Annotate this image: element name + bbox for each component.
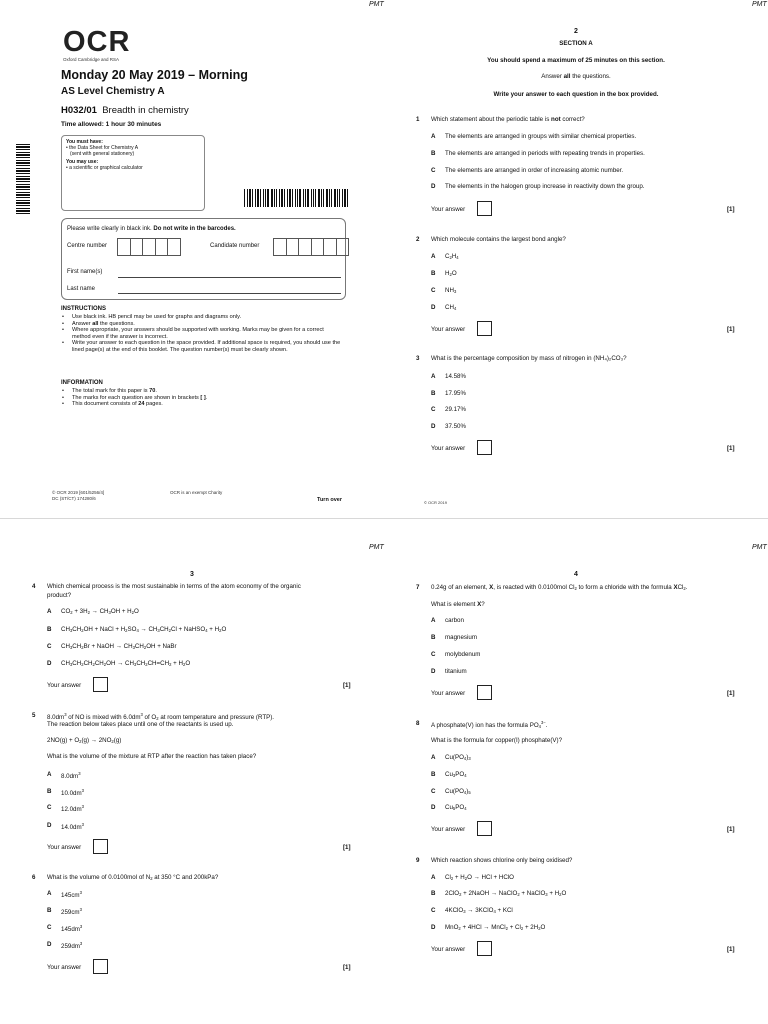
option-text: $CO_2 + 3H_2 \to CH_3OH + H_2O$ (61, 608, 139, 615)
option-letter: C (431, 287, 436, 294)
last-name-label: Last name (67, 286, 96, 292)
option-text: $CH_3CH_2Br$ + NaOH → $CH_3CH_2OH$ + NaBr (61, 643, 177, 650)
option-letter: D (431, 304, 436, 311)
option-letter: B (47, 626, 52, 633)
option-letter: B (431, 890, 436, 897)
option-text: The elements are arranged in order of increasing atomic number. (445, 167, 624, 174)
option-letter: B (431, 150, 436, 157)
pmt-header: PMT (369, 544, 384, 551)
answer-box[interactable] (477, 821, 492, 836)
information-heading: INFORMATION (61, 380, 103, 386)
question-text: What is the volume of the mixture at RTP after the reaction has taken place? (47, 753, 257, 760)
option-letter: A (431, 133, 436, 140)
your-answer-label: Your answer (431, 445, 466, 452)
equipment-box: You must have: • the Data Sheet for Chemistry A (sent with general stationery) You may use: • a scientific or graphical calculator (61, 135, 205, 211)
option-text: carbon (445, 617, 464, 624)
your-answer-label: Your answer (47, 964, 82, 971)
option-letter: B (431, 771, 436, 778)
option-letter: D (47, 822, 52, 829)
side-barcode (16, 144, 30, 216)
page-divider (0, 518, 768, 519)
option-text: $10.0dm^3$ (61, 788, 84, 797)
mark-allocation: [1] (727, 826, 735, 833)
your-answer-label: Your answer (47, 844, 82, 851)
option-letter: D (431, 668, 436, 675)
your-answer-label: Your answer (431, 826, 466, 833)
question-text: What is element X? (431, 601, 485, 608)
option-text: $145dm^3$ (61, 924, 83, 933)
centre-number-label: Centre number (67, 243, 108, 249)
answer-box[interactable] (477, 685, 492, 700)
option-letter: D (47, 941, 52, 948)
option-letter: B (47, 788, 52, 795)
option-letter: D (431, 423, 436, 430)
last-name-field[interactable] (118, 293, 341, 294)
instructions-list: • Use black ink. HB pencil may be used for graphs and diagrams only. • Answer all the questions. • Where appropriate, your answers should be supported with working. Marks may be given for a correct method even if the answer is incorrect. • Write your answer to each question in the space provided. If additional space is required, you should use the lined page(s) at the end of this booklet. The question number(s) must be clearly shown. (61, 314, 341, 354)
option-letter: A (431, 253, 436, 260)
question-number: 9 (416, 857, 420, 864)
section-time-note: You should spend a maximum of 25 minutes on this section. (487, 57, 665, 64)
option-letter: A (431, 617, 436, 624)
option-text: $12.0dm^3$ (61, 804, 84, 813)
question-text: The reaction below takes place until one of the reactants is used up. (47, 721, 234, 728)
pmt-header: PMT (369, 1, 384, 8)
exam-subject: AS Level Chemistry A (61, 86, 165, 97)
question-number: 2 (416, 236, 420, 243)
option-letter: C (47, 643, 52, 650)
answer-box[interactable] (93, 839, 108, 854)
question-text: Which reaction shows chlorine only being oxidised? (431, 857, 573, 864)
page-number: 3 (190, 571, 194, 578)
footer-copyright: © OCR 2019 [601/5256/4] DC (ST/CT) 174280/6 (52, 490, 105, 501)
option-text: $Cu(PO_4)_3$ (445, 754, 471, 761)
option-text: titanium (445, 668, 467, 675)
option-text: MnO$_2$ + 4HCl → MnCl$_2$ + $Cl_2 + 2H_2O$ (445, 924, 546, 931)
write-box-note: Write your answer to each question in the box provided. (493, 91, 659, 98)
option-text: $CH_3CH_2CH_2CH_2OH \to CH_3CH_2CH=CH_2 + H_2O$ (61, 660, 191, 667)
answer-box[interactable] (477, 201, 492, 216)
candidate-number-input[interactable] (274, 238, 349, 256)
option-letter: A (431, 373, 436, 380)
option-text: $145cm^3$ (61, 890, 82, 899)
option-letter: D (47, 660, 52, 667)
option-letter: D (431, 183, 436, 190)
question-text: What is the formula for copper(I) phosphate(V)? (431, 737, 563, 744)
mark-allocation: [1] (727, 206, 735, 213)
logo-subtitle: Oxford Cambridge and RSA (63, 57, 120, 62)
mark-allocation: [1] (343, 844, 351, 851)
option-text: $Cu(PO_4)_5$ (445, 788, 471, 795)
option-text: 29.17% (445, 406, 466, 413)
question-text: What is the volume of 0.0100mol of $N_2$ at 350 °C and 200kPa? (47, 874, 219, 881)
information-list: • The total mark for this paper is 70. • The marks for each question are shown in brackets [ ]. • This document consists of 24 pages. (61, 388, 341, 408)
mark-allocation: [1] (727, 445, 735, 452)
option-letter: C (431, 907, 436, 914)
question-number: 4 (32, 583, 36, 590)
candidate-number-label: Candidate number (210, 243, 260, 249)
option-letter: C (431, 167, 436, 174)
option-letter: C (47, 804, 52, 811)
candidate-details-box (61, 218, 346, 300)
option-text: $Cl_2 + H_2O$ → HCl + HClO (445, 874, 514, 881)
option-letter: C (47, 924, 52, 931)
option-letter: A (47, 771, 52, 778)
option-text: $259dm^3$ (61, 941, 83, 950)
your-answer-label: Your answer (431, 326, 466, 333)
ocr-logo: OCR (63, 26, 131, 58)
option-letter: A (431, 754, 436, 761)
option-letter: A (47, 608, 52, 615)
question-text: A phosphate(V) ion has the formula $PO_4^{3-}$. (431, 720, 548, 729)
option-text: $C_2H_4$ (445, 253, 459, 260)
question-number: 3 (416, 355, 420, 362)
option-text: The elements are arranged in groups with similar chemical properties. (445, 133, 637, 140)
option-text: $8.0dm^3$ (61, 771, 81, 780)
write-clearly-note: Please write clearly in black ink. Do not write in the barcodes. (67, 226, 236, 232)
pmt-header: PMT (752, 544, 767, 551)
section-heading: SECTION A (559, 40, 593, 47)
equation: $2NO(g) + O_2(g) \to 2NO_2(g)$ (47, 737, 122, 744)
question-text: What is the percentage composition by mass of nitrogen in (NH₄)₂CO₃? (431, 355, 627, 362)
question-text: Which chemical process is the most sustainable in terms of the atom economy of the organic (47, 583, 301, 590)
option-text: $259cm^3$ (61, 907, 82, 916)
page-number: 2 (574, 28, 578, 35)
option-text: molybdenum (445, 651, 481, 658)
paper-barcode (244, 189, 350, 207)
answer-all-note: Answer all the questions. (541, 73, 611, 80)
question-number: 5 (32, 712, 36, 719)
option-letter: B (431, 390, 436, 397)
option-text: 17.95% (445, 390, 466, 397)
question-text: $8.0dm^3$ of NO is mixed with $6.0dm^3$ of $O_2$ at room temperature and pressure (RTP). (47, 712, 275, 721)
option-text: $CH_4$ (445, 304, 457, 311)
option-letter: A (47, 890, 52, 897)
option-text: $NH_3$ (445, 287, 457, 294)
first-names-field[interactable] (118, 277, 341, 278)
option-text: 2ClO$_2$ + 2NaOH → NaClO$_2$ + NaClO$_3$ + $H_2O$ (445, 890, 567, 897)
question-text: 0.24g of an element, X, is reacted with 0.0100mol $Cl_2$ to form a chloride with the formula XCl$_2$. (431, 584, 688, 591)
time-allowed: Time allowed: 1 hour 30 minutes (61, 121, 162, 128)
first-names-label: First name(s) (67, 269, 103, 275)
turn-over: Turn over (317, 497, 342, 503)
exam-date: Monday 20 May 2019 – Morning (61, 68, 248, 82)
page-footer: © OCR 2019 (424, 500, 447, 505)
option-text: $14.0dm^3$ (61, 822, 84, 831)
option-letter: B (431, 270, 436, 277)
option-text: 4KClO$_3$ → 3KClO$_4$ + KCl (445, 907, 513, 914)
answer-box[interactable] (477, 941, 492, 956)
your-answer-label: Your answer (431, 206, 466, 213)
your-answer-label: Your answer (47, 682, 82, 689)
mark-allocation: [1] (343, 964, 351, 971)
option-letter: B (431, 634, 436, 641)
option-text: magnesium (445, 634, 477, 641)
answer-box[interactable] (93, 677, 108, 692)
question-number: 1 (416, 116, 420, 123)
question-text: Which statement about the periodic table is not correct? (431, 116, 585, 123)
option-letter: D (431, 924, 436, 931)
your-answer-label: Your answer (431, 690, 466, 697)
question-text: product? (47, 592, 72, 599)
footer-charity: OCR is an exempt Charity (170, 490, 223, 495)
question-number: 8 (416, 720, 420, 727)
option-letter: D (431, 804, 436, 811)
centre-number-input[interactable] (118, 238, 181, 256)
mark-allocation: [1] (727, 946, 735, 953)
option-text: $CH_3CH_2OH$ + NaCl + $H_2SO_4 \to CH_3CH_2Cl$ + NaHSO$_4$ + $H_2O$ (61, 626, 227, 633)
question-number: 6 (32, 874, 36, 881)
question-number: 7 (416, 584, 420, 591)
option-text: The elements in the halogen group increase in reactivity down the group. (445, 183, 645, 190)
your-answer-label: Your answer (431, 946, 466, 953)
instructions-heading: INSTRUCTIONS (61, 306, 106, 312)
pmt-header: PMT (752, 1, 767, 8)
answer-box[interactable] (477, 440, 492, 455)
option-text: $Cu_5PO_4$ (445, 804, 467, 811)
option-letter: B (47, 907, 52, 914)
paper-code: H032/01 Breadth in chemistry (61, 105, 189, 116)
page-number: 4 (574, 571, 578, 578)
option-text: The elements are arranged in periods with repeating trends in properties. (445, 150, 645, 157)
option-letter: C (431, 788, 436, 795)
mark-allocation: [1] (727, 690, 735, 697)
option-text: $Cu_3PO_4$ (445, 771, 467, 778)
option-letter: C (431, 406, 436, 413)
option-text: 37.50% (445, 423, 466, 430)
answer-box[interactable] (93, 959, 108, 974)
answer-box[interactable] (477, 321, 492, 336)
mark-allocation: [1] (727, 326, 735, 333)
question-text: Which molecule contains the largest bond angle? (431, 236, 566, 243)
mark-allocation: [1] (343, 682, 351, 689)
option-letter: A (431, 874, 436, 881)
option-text: 14.58% (445, 373, 466, 380)
option-letter: C (431, 651, 436, 658)
option-text: $H_2O$ (445, 270, 457, 277)
